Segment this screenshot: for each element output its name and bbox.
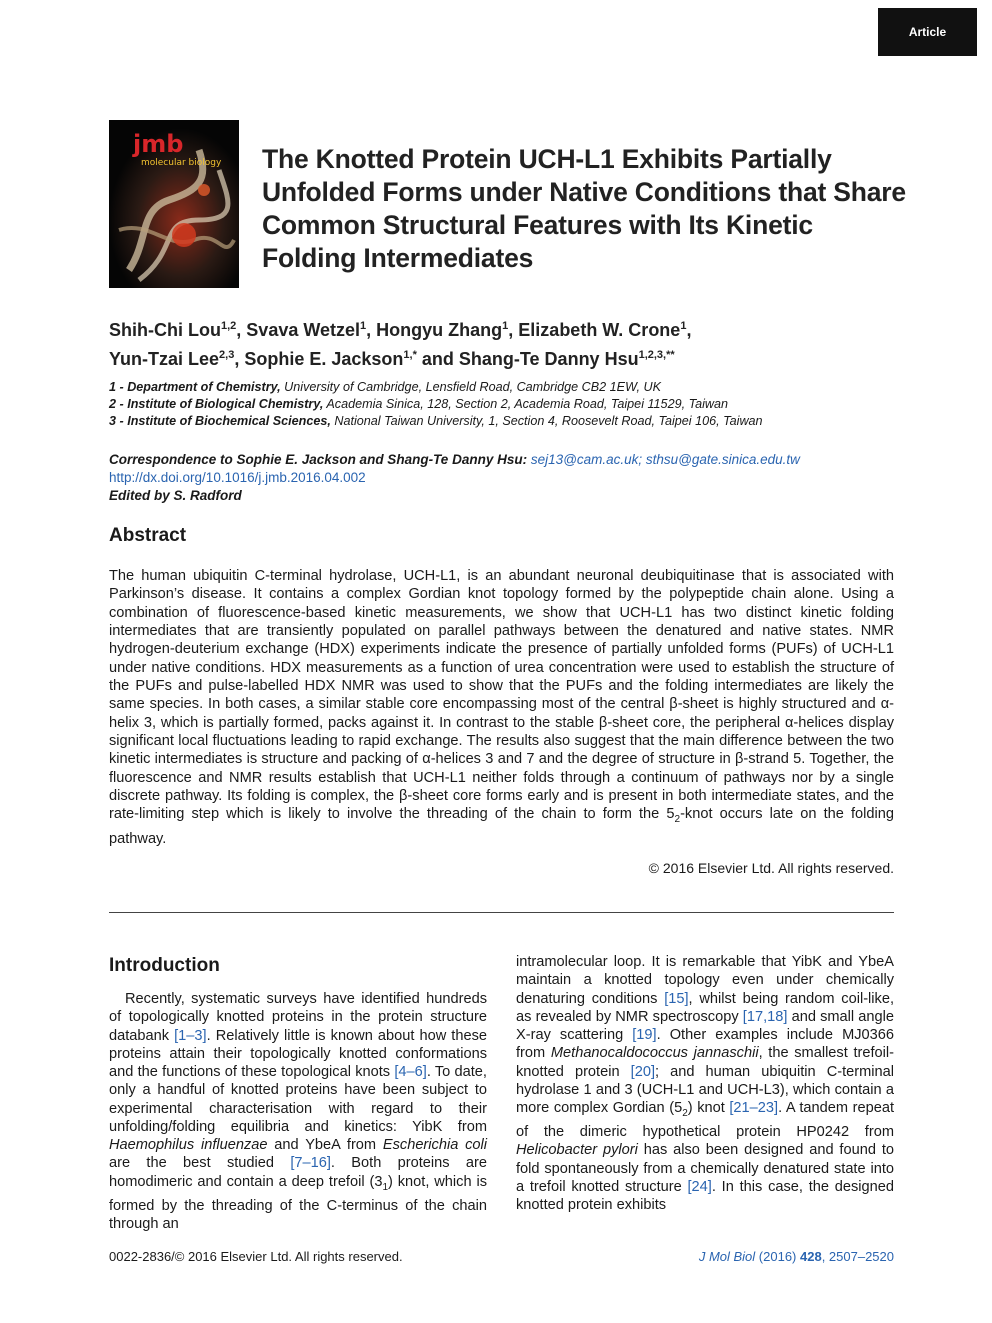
body-text: and small angle X-ray scattering — [516, 1008, 895, 1043]
body-text: , the smallest trefoil-knotted protein — [516, 1045, 895, 1080]
body-text: intramolecular loop. It is remarkable that YibK and YbeA maintain a knotted topology even under chemically denaturing conditions — [516, 954, 894, 1007]
article-tag: Article — [878, 8, 977, 56]
citation-link[interactable]: [1–3] — [174, 1027, 207, 1044]
correspondence-block — [109, 451, 909, 505]
body-text: and YbeA from — [267, 1137, 383, 1153]
author-name: Svava Wetzel — [246, 320, 361, 340]
author-affiliation-mark: 1,* — [403, 349, 417, 361]
citation-link[interactable]: [20] — [630, 1063, 655, 1080]
journal-cover-image — [109, 120, 239, 288]
author-name: Elizabeth W. Crone — [518, 320, 681, 340]
citation-link[interactable]: [4–6] — [394, 1064, 427, 1080]
body-text: . To date, only a handful of knotted proteins have been subject to experimental characterisation with regard to their unfolding/folding equilibria and kinetics: YibK from — [109, 1064, 487, 1135]
body-text: . Other examples include MJ0366 from — [516, 1027, 894, 1062]
body-text: ; and human ubiquitin C-terminal hydrolase 1 and 3 (UCH-L1 and UCH-L3), which contain a more complex Gordian (5 — [516, 1063, 894, 1116]
journal-logo-subtitle: molecular biology — [141, 158, 222, 168]
author-name: Sophie E. Jackson — [244, 349, 404, 369]
body-text: are the best studied — [109, 1155, 291, 1172]
author-affiliation-mark: 1,2,3,** — [638, 349, 675, 361]
affiliation-3: 3 - Institute of Biochemical Sciences, National Taiwan University, 1, Section 4, Roosevelt Road, Taipei 106, Taiwan — [109, 414, 763, 428]
species-name: Helicobacter pylori — [516, 1142, 638, 1159]
journal-logo: jmb — [133, 130, 184, 158]
body-text: Recently, systematic surveys have identified hundreds of topologically knotted proteins in the protein structure databank — [109, 991, 487, 1044]
author-name: Shang-Te Danny Hsu — [458, 349, 639, 369]
author-name: Shih-Chi Lou — [109, 320, 221, 340]
subscript: 1 — [382, 1181, 389, 1193]
body-text: ) knot — [687, 1100, 730, 1116]
body-text: . Both proteins are homodimeric and contain a deep trefoil (3 — [109, 1155, 487, 1190]
footer-citation: J Mol Biol (2016) 428, 2507–2520 — [698, 1249, 894, 1264]
citation-link[interactable]: [17,18] — [742, 1008, 788, 1025]
author-affiliation-mark: 1 — [502, 320, 509, 332]
species-name: Escherichia coli — [382, 1137, 488, 1153]
author-affiliation-mark: 1,2 — [220, 320, 237, 332]
author-name: Yun-Tzai Lee — [109, 349, 220, 369]
introduction-column-2 — [516, 953, 894, 1214]
author-list: Shih-Chi Lou$^{1,2}$, Svava Wetzel$^1$, Hongyu Zhang$^1$, Elizabeth W. Crone$^1$, Yun-Tzai Lee$^{2,3}$, Sophie E. Jackson$^{1,*}$ and Shang-Te Danny Hsu$^{1,2,3,**}$ — [109, 320, 692, 369]
edited-by: Edited by S. Radford — [109, 488, 242, 503]
citation-link[interactable]: [7–16] — [290, 1155, 331, 1172]
affiliation-2: 2 - Institute of Biological Chemistry, Academia Sinica, 128, Section 2, Academia Road, Taipei 11529, Taiwan — [109, 397, 729, 411]
body-text: . In this case, the designed knotted protein exhibits — [516, 1178, 894, 1214]
affiliation-1: 1 - Department of Chemistry, University of Cambridge, Lensfield Road, Cambridge CB2 1EW, UK — [109, 380, 661, 394]
species-name: Haemophilus influenzae — [109, 1137, 268, 1153]
doi-link[interactable]: http://dx.doi.org/10.1016/j.jmb.2016.04.002 — [109, 470, 366, 485]
body-text: . A tandem repeat of the dimeric hypothetical protein HP0242 from — [516, 1100, 895, 1141]
correspondence-label: Correspondence to Sophie E. Jackson and Shang-Te Danny Hsu: — [109, 452, 528, 467]
footer-issn: 0022-2836/© 2016 Elsevier Ltd. All rights reserved. — [109, 1249, 403, 1264]
abstract-heading: Abstract — [109, 525, 187, 546]
abstract-text: The human ubiquitin C-terminal hydrolase, UCH-L1, is an abundant neuronal deubiquitinase that is associated with Parkinson’s disease. It contains a complex Gordian knot topology formed by the polypeptide chain alone. Using a combination of fluorescence-based kinetic measurements, we show that UCH-L1 has two distinct kinetic folding intermediates that are transiently populated on parallel pathways between the denatured and native states. NMR hydrogen-deuterium exchange (HDX) experiments indicate the presence of partially unfolded forms (PUFs) of UCH-L1 under native conditions. HDX measurements as a function of urea concentration were used to establish the structure of the PUFs and pulse-labelled HDX NMR was used to show that the PUFs and the folding intermediates are likely the same species. In both cases, a similar stable core encompassing most of the central β-sheet is highly structured and α-helix 3, which is partially formed, packs against it. In contrast to the stable β-sheet core, the peripheral α-helices display significant local fluctuations leading to rapid exchange. The results also suggest that the main difference between the two kinetic intermediates is structure and packing of α-helices 3 and 7 and the degree of structure in β-strand 5. Together, the fluorescence and NMR results establish that UCH-L1 neither folds through a continuum of pathways nor by a single discrete pathway. Its folding is complex, the β-sheet core forms early and is present in both intermediate states, and the rate-limiting step which is likely to involve the threading of the chain to form the $5_2$-knot occurs late on the folding pathway. — [109, 568, 894, 847]
body-text: ) knot, which is formed by the threading of the C-terminus of the chain through an — [109, 1173, 487, 1232]
citation-link[interactable]: [21–23] — [729, 1100, 779, 1116]
species-name: Methanocaldococcus jannaschii — [550, 1045, 759, 1062]
introduction-column-1 — [109, 990, 487, 1233]
section-divider — [109, 912, 894, 913]
body-text: . Relatively little is known about how these proteins attain their topologically knotted conformations and the functions of these topological knots — [109, 1027, 488, 1080]
citation-link[interactable]: [15] — [664, 990, 689, 1007]
copyright-notice: © 2016 Elsevier Ltd. All rights reserved. — [648, 860, 894, 876]
author-affiliation-mark: 2,3 — [219, 349, 235, 361]
author-name: Hongyu Zhang — [376, 320, 503, 340]
citation-link[interactable]: [19] — [632, 1027, 657, 1043]
correspondence-emails[interactable]: sej13@cam.ac.uk; sthsu@gate.sinica.edu.tw — [530, 452, 800, 467]
body-text: , whilst being random coil-like, as revealed by NMR spectroscopy — [516, 990, 895, 1025]
introduction-heading: Introduction — [109, 955, 220, 976]
article-title: The Knotted Protein UCH-L1 Exhibits Partially Unfolded Forms under Native Conditions that Share Common Structural Features with Its Kinetic Folding Intermediates — [262, 144, 906, 273]
author-affiliation-mark: 1 — [680, 320, 687, 332]
subscript: 2 — [682, 1107, 688, 1119]
citation-link[interactable]: [24] — [687, 1178, 712, 1195]
body-text: has also been designed and found to fold spontaneously from a chemically denatured state into a trefoil knotted structure — [516, 1142, 894, 1195]
author-affiliation-mark: 1 — [360, 320, 367, 332]
